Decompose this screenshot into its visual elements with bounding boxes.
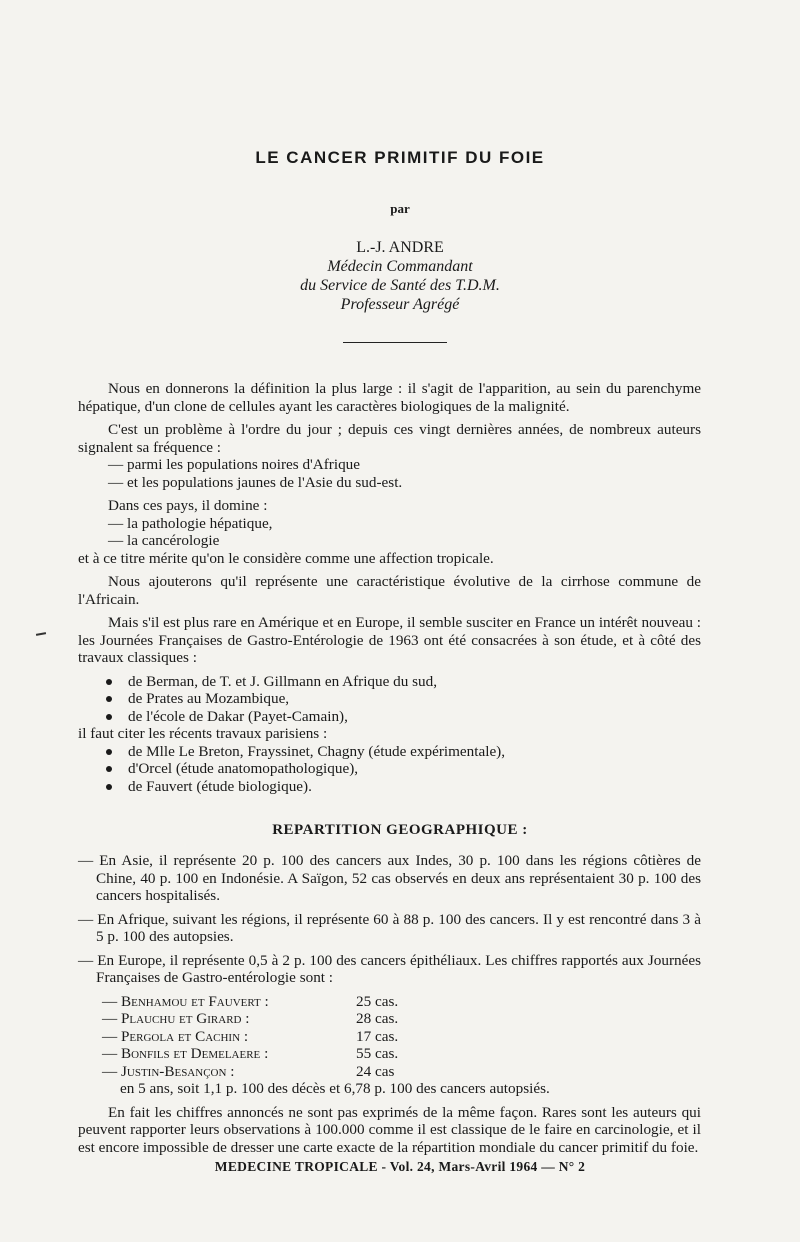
paragraph: Dans ces pays, il domine :	[108, 497, 268, 514]
author-service: du Service de Santé des T.D.M.	[300, 277, 500, 294]
bullet-icon	[106, 696, 112, 702]
bullet-icon	[106, 714, 112, 720]
bullet-icon	[106, 749, 112, 755]
bullet-item: de l'école de Dakar (Payet-Camain),	[78, 708, 701, 726]
paragraph: C'est un problème à l'ordre du jour ; depuis ces vingt dernières années, de nombreux auteurs signalent sa fréquence :	[78, 421, 701, 456]
author-name: L.-J. ANDRE	[356, 239, 444, 256]
paragraph: — En Afrique, suivant les régions, il représente 60 à 88 p. 100 des cancers. Il y est rencontré dans 3 à 5 p. 100 des autopsies.	[78, 910, 701, 945]
by-line: par	[390, 201, 410, 216]
paragraph: et à ce titre mérite qu'on le considère comme une affection tropicale.	[78, 549, 494, 567]
bullet-icon	[106, 766, 112, 772]
case-row: — Benhamou et Fauvert : 25 cas.	[102, 992, 399, 1010]
separator-rule	[343, 342, 447, 343]
paragraph: En fait les chiffres annoncés ne sont pas exprimés de la même façon. Rares sont les auteurs qui peuvent rapporter leurs observations à 100.000 comme il est classique de le faire en carcinologie, et il est encore impossible de dresser une carte exacte de la répartition mondiale du cancer primitif du foie.	[78, 1103, 701, 1156]
bullet-item: de Mlle Le Breton, Frayssinet, Chagny (étude expérimentale),	[78, 743, 701, 761]
case-row: — Bonfils et Demelaere : 55 cas.	[102, 1045, 399, 1062]
author-block	[0, 238, 800, 314]
case-row: — Justin-Besançon : 24 cas	[102, 1062, 395, 1080]
bullet-item: d'Orcel (étude anatomopathologique),	[78, 760, 701, 778]
paragraph: en 5 ans, soit 1,1 p. 100 des décès et 6,78 p. 100 des cancers autopsiés.	[120, 1080, 550, 1097]
bullet-icon	[106, 679, 112, 685]
author-title: Professeur Agrégé	[340, 296, 460, 313]
intro-text	[78, 380, 701, 795]
dash-item: — la pathologie hépatique,	[108, 514, 273, 532]
section-heading: REPARTITION GEOGRAPHIQUE :	[272, 822, 528, 838]
paragraph: — En Europe, il représente 0,5 à 2 p. 100 des cancers épithéliaux. Les chiffres rapportés aux Journées Françaises de Gastro-entérologie sont :	[78, 951, 701, 986]
paragraph: — En Asie, il représente 20 p. 100 des cancers aux Indes, 30 p. 100 dans les régions côtières de Chine, 40 p. 100 en Indonésie. A Saïgon, 52 cas observés en deux ans représentaient 30 p. 100 des cancers hospitalisés.	[78, 852, 701, 904]
bullet-item: de Berman, de T. et J. Gillmann en Afrique du sud,	[78, 673, 701, 691]
author-role: Médecin Commandant	[327, 258, 473, 275]
article-title: LE CANCER PRIMITIF DU FOIE	[255, 148, 545, 167]
case-row: — Pergola et Cachin : 17 cas.	[102, 1027, 399, 1045]
margin-mark	[36, 632, 46, 636]
paragraph: Nous ajouterons qu'il représente une caractéristique évolutive de la cirrhose commune de l'Africain.	[78, 573, 701, 608]
paragraph: Nous en donnerons la définition la plus large : il s'agit de l'apparition, au sein du parenchyme hépatique, d'un clone de cellules ayant les caractères biologiques de la malignité.	[78, 380, 701, 415]
paragraph: il faut citer les récents travaux parisiens :	[78, 725, 328, 742]
case-row: — Plauchu et Girard : 28 cas.	[102, 1010, 399, 1027]
bullet-item: de Prates au Mozambique,	[78, 690, 701, 708]
paragraph: Mais s'il est plus rare en Amérique et en Europe, il semble susciter en France un intérêt nouveau : les Journées Françaises de Gastro-Entérologie de 1963 ont été consacrées à son étude, et à côté des travaux classiques :	[78, 614, 701, 666]
dash-item: — la cancérologie	[108, 532, 220, 549]
section-text	[78, 852, 701, 1156]
bullet-item: de Fauvert (étude biologique).	[78, 778, 701, 796]
dash-item: — parmi les populations noires d'Afrique	[108, 456, 361, 473]
bullet-icon	[106, 784, 112, 790]
journal-footer: MEDECINE TROPICALE - Vol. 24, Mars-Avril 1964 — N° 2	[214, 1159, 586, 1174]
dash-item: — et les populations jaunes de l'Asie du sud-est.	[108, 473, 403, 491]
